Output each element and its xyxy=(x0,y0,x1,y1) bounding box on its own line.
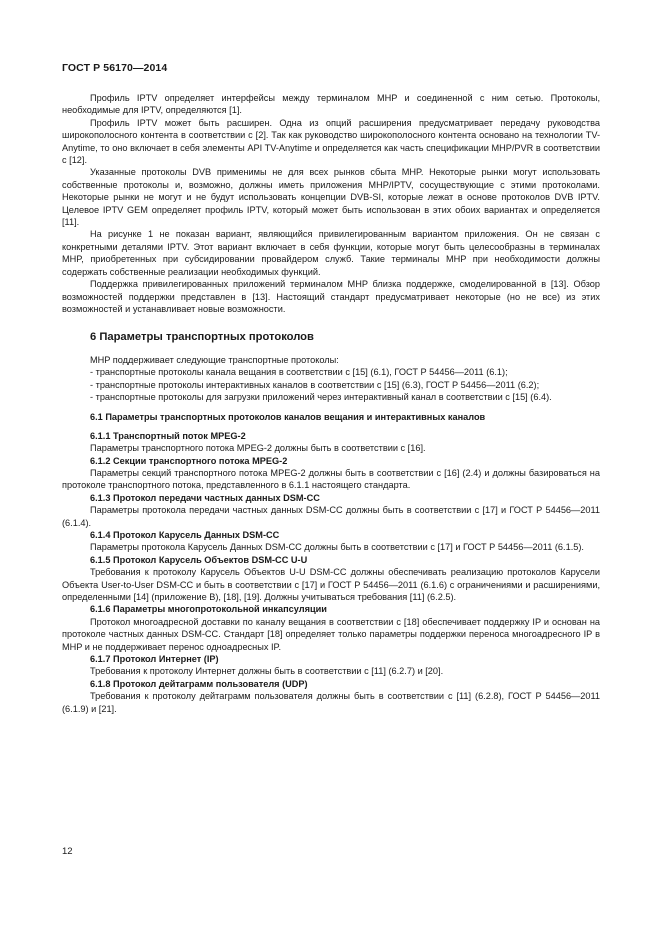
clause-heading: 6.1.7 Протокол Интернет (IP) xyxy=(90,654,219,665)
page-number: 12 xyxy=(62,846,73,857)
subsection-heading: 6.1 Параметры транспортных протоколов каналов вещания и интерактивных каналов xyxy=(90,412,486,423)
paragraph: Профиль IPTV определяет интерфейсы между терминалом MHP и соединенной с ним сетью. Протоколы, необходимые для IPTV, определяются [1]. xyxy=(62,93,600,116)
paragraph: MHP поддерживает следующие транспортные протоколы: xyxy=(90,354,339,365)
paragraph: Поддержка привилегированных приложений терминалом MHP близка поддержке, смоделированной в [13]. Обзор возможностей поддержки представлен в [13]. Настоящий стандарт предусматривает некоторые (но не все) из этих возможностей и устанавливает новые возможности. xyxy=(62,279,600,314)
clause-text: Требования к протоколу Интернет должны быть в соответствии с [11] (6.2.7) и [20]. xyxy=(90,666,444,677)
list-item: - транспортные протоколы интерактивных каналов в соответствии с [15] (6.3), ГОСТ Р 54456—2011 (6.2); xyxy=(90,379,540,390)
clause-heading: 6.1.2 Секции транспортного потока MPEG-2 xyxy=(90,455,288,466)
list-item: - транспортные протоколы для загрузки приложений через интерактивный канал в соответствии с [15] (6.4). xyxy=(90,391,552,402)
clause-text: Параметры секций транспортного потока MPEG-2 должны быть в соответствии с [16] (2.4) и должны базироваться на протоколе транспортного потока, представленного в 6.1.1 настоящего стандарта. xyxy=(62,467,600,491)
clause-text: Параметры транспортного потока MPEG-2 должны быть в соответствии с [16]. xyxy=(90,443,426,454)
clause-heading: 6.1.8 Протокол дейтаграмм пользователя (UDP) xyxy=(90,678,308,689)
clause-text: Параметры протокола передачи частных данных DSM-CC должны быть в соответствии с [17] и ГОСТ Р 54456—2011 (6.1.4). xyxy=(62,505,600,528)
clause-heading: 6.1.4 Протокол Карусель Данных DSM-CC xyxy=(90,530,280,540)
paragraph: На рисунке 1 не показан вариант, являющийся привилегированным вариантом приложения. Он не связан с конкретными деталями IPTV. Этот вариант включает в себя функции, которые могут быть целесообразны в терминалах MHP, приобретенных при субсидировании провайдером служб. Такие терминалы MHP при необходимости должны содержать собственные реализации необходимых функций. xyxy=(62,229,600,277)
section-heading: 6 Параметры транспортных протоколов xyxy=(90,331,314,344)
document-header: ГОСТ Р 56170—2014 xyxy=(62,62,168,74)
clause-text: Требования к протоколу дейтаграмм пользователя должны быть в соответствии с [11] (6.2.8), ГОСТ Р 54456—2011 (6.1.9) и [21]. xyxy=(62,691,600,714)
clause-text: Параметры протокола Карусель Данных DSM-CC должны быть в соответствии с [17] и ГОСТ Р 54456—2011 (6.1.5). xyxy=(90,542,584,553)
list-item: - транспортные протоколы канала вещания в соответствии с [15] (6.1), ГОСТ Р 54456—2011 (6.1); xyxy=(90,367,508,378)
clause-heading: 6.1.5 Протокол Карусель Объектов DSM-CC U-U xyxy=(90,554,308,565)
clause-text: Требования к протоколу Карусель Объектов U-U DSM-CC должны обеспечивать реализацию протоколов Карусели Объекта User-to-User DSM-CC и быть в соответствии с [17] и ГОСТ Р 54456—2011 (6.1.6) с ограничениями и расширениями, определенными [14] (приложение В), [18], [19]. Должны учитываться требования [11] (6.2.5). xyxy=(62,567,600,603)
clause-heading: 6.1.1 Транспортный поток MPEG-2 xyxy=(90,430,246,441)
document-body xyxy=(62,92,600,715)
paragraph: Указанные протоколы DVB применимы не для всех рынков сбыта MHP. Некоторые рынки могут использовать собственные протоколы и, возможно, должны иметь приложения MHP/IPTV, сосуществующие с этими протоколами. Некоторые рынки не могут и не будут использовать концепции DVB-SI, которые лежат в основе протоколов DVB IPTV. Целевое IPTV GEM определяет профиль IPTV, который может быть использован в этих обоих вариантах и определяется [11]. xyxy=(62,167,600,228)
clause-heading: 6.1.6 Параметры многопротокольной инкапсуляции xyxy=(90,604,327,615)
clause-heading: 6.1.3 Протокол передачи частных данных DSM-CC xyxy=(90,492,320,503)
clause-text: Протокол многоадресной доставки по каналу вещания в соответствии с [18] обеспечивает поддержку IP и основан на протоколе частных данных DSM-CC. Стандарт [18] определяет только параметры поддержки переноса многоадресного IP в MHP и не поддерживает перенос одноадресных IP. xyxy=(62,616,600,652)
paragraph: Профиль IPTV может быть расширен. Одна из опций расширения предусматривает передачу руководства широкополосного контента в соответствии с [2]. Так как руководство широкополосного контента основано на технологии TV-Anytime, то оно включает в себя элементы API TV-Anytime и определяется как часть спецификации MHP/PVR в соответствии с [12]. xyxy=(62,117,600,166)
